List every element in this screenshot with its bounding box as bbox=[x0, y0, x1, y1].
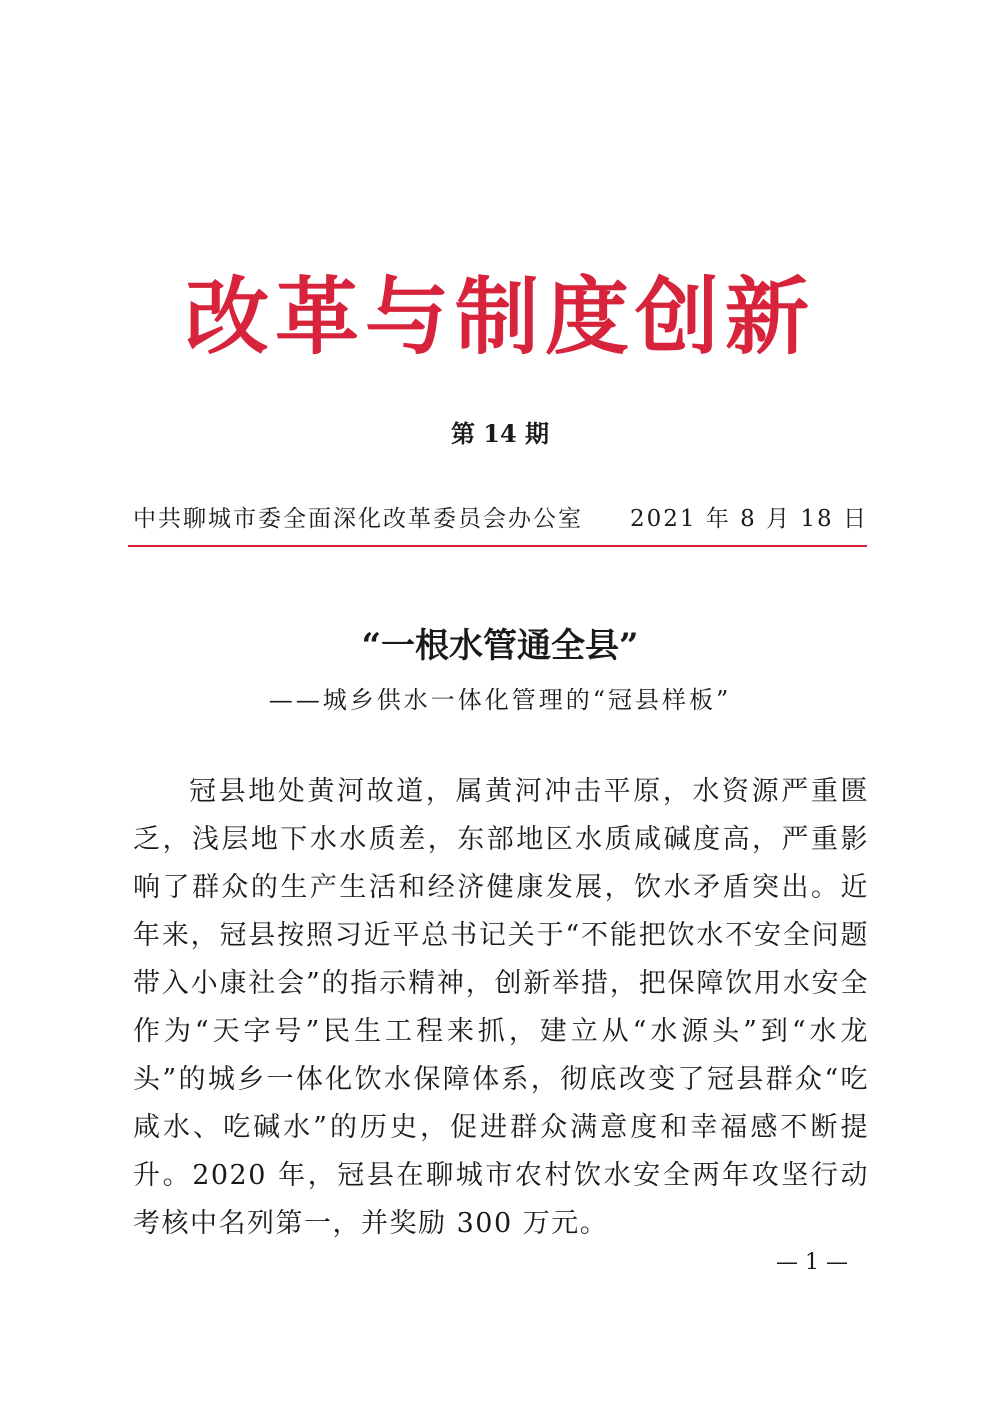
issuer-name: 中共聊城市委全面深化改革委员会办公室 bbox=[133, 506, 583, 532]
article-body: 冠县地处黄河故道，属黄河冲击平原，水资源严重匮乏，浅层地下水水质差，东部地区水质咸碱度高，严重影响了群众的生产生活和经济健康发展，饮水矛盾突出。近年来，冠县按照习近平总书记关于“不能把饮水不安全问题带入小康社会”的指示精神，创新举措，把保障饮用水安全作为“天字号”民生工程来抓，建立从“水源头”到“水龙头”的城乡一体化饮水保障体系，彻底改变了冠县群众“吃咸水、吃碱水”的历史，促进群众满意度和幸福感不断提升。2020 年，冠县在聊城市农村饮水安全两年攻坚行动考核中名列第一，并奖励 300 万元。 bbox=[133, 776, 869, 1239]
issue-date: 2021 年 8 月 18 日 bbox=[630, 506, 868, 532]
issue-number: 第 14 期 bbox=[450, 419, 550, 448]
article-subtitle: ——城乡供水一体化管理的“冠县样板” bbox=[268, 686, 732, 714]
header-divider bbox=[128, 545, 867, 547]
page-number: — 1 — bbox=[776, 1250, 848, 1275]
article-title: “一根水管通全县” bbox=[361, 626, 639, 666]
masthead-title: 改革与制度创新 bbox=[184, 268, 815, 366]
